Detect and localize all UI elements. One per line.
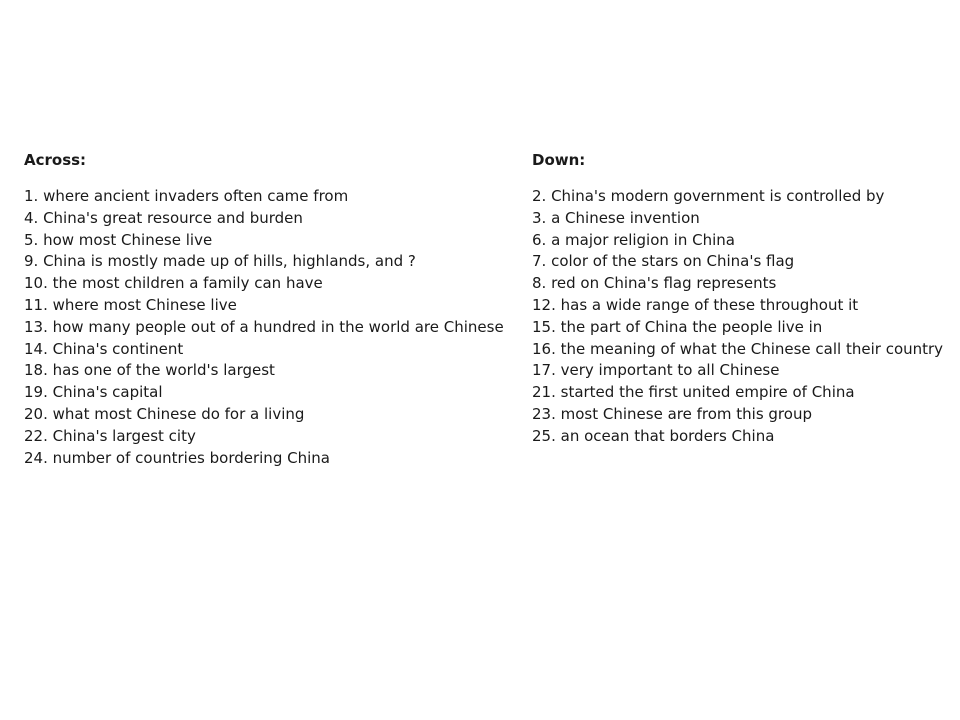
- across-clue-4: 4. China's great resource and burden: [24, 208, 303, 227]
- down-heading: Down:: [532, 151, 586, 169]
- down-clue-3: 3. a Chinese invention: [532, 208, 700, 227]
- across-clue-24: 24. number of countries bordering China: [24, 448, 330, 467]
- down-clue-2: 2. China's modern government is controlled by: [532, 187, 885, 205]
- down-clue-23: 23. most Chinese are from this group: [532, 404, 812, 423]
- down-clue-21: 21. started the first united empire of China: [532, 383, 855, 402]
- across-clue-19: 19. China's capital: [24, 383, 163, 402]
- across-clue-14: 14. China's continent: [24, 339, 184, 358]
- across-clue-13: 13. how many people out of a hundred in the world are Chinese: [24, 317, 504, 336]
- across-clues-section: [24, 152, 524, 469]
- across-clue-18: 18. has one of the world's largest: [24, 361, 275, 380]
- down-clue-17: 17. very important to all Chinese: [532, 361, 780, 380]
- across-clue-20: 20. what most Chinese do for a living: [24, 404, 305, 423]
- down-clues-section: [532, 152, 957, 448]
- down-clue-list: [532, 186, 957, 448]
- across-heading: Across:: [24, 151, 87, 169]
- down-clue-12: 12. has a wide range of these throughout it: [532, 295, 859, 314]
- across-clue-5: 5. how most Chinese live: [24, 230, 213, 249]
- down-clue-15: 15. the part of China the people live in: [532, 317, 823, 336]
- down-clue-8: 8. red on China's flag represents: [532, 274, 777, 293]
- across-clue-1: 1. where ancient invaders often came from: [24, 187, 349, 205]
- down-clue-25: 25. an ocean that borders China: [532, 426, 775, 445]
- across-clue-list: [24, 186, 524, 469]
- across-clue-9: 9. China is mostly made up of hills, highlands, and ?: [24, 252, 416, 271]
- across-clue-11: 11. where most Chinese live: [24, 295, 237, 314]
- across-clue-10: 10. the most children a family can have: [24, 274, 323, 293]
- down-clue-7: 7. color of the stars on China's flag: [532, 252, 795, 271]
- across-clue-22: 22. China's largest city: [24, 426, 196, 445]
- down-clue-6: 6. a major religion in China: [532, 230, 735, 249]
- down-clue-16: 16. the meaning of what the Chinese call their country: [532, 339, 944, 358]
